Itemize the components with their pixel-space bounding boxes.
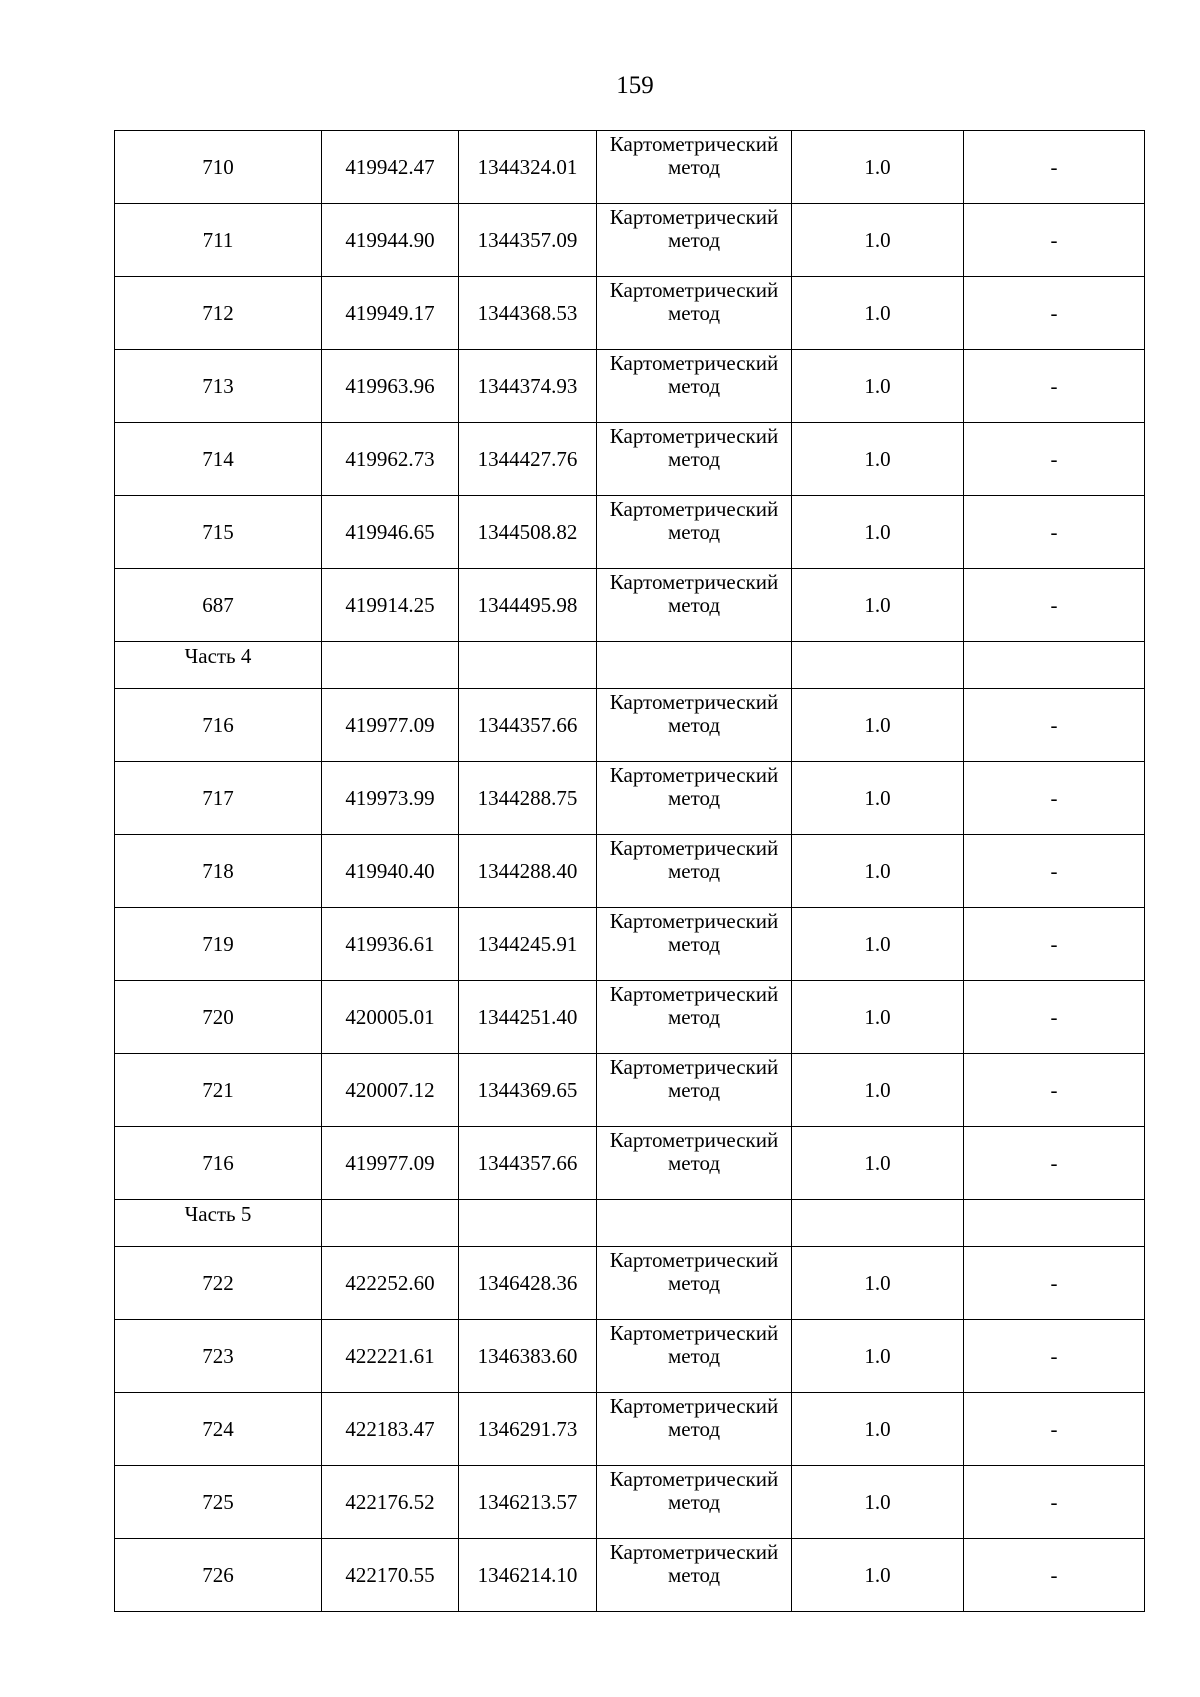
note-cell: -	[964, 277, 1145, 350]
note-cell: -	[964, 689, 1145, 762]
x-coordinate-cell: 422176.52	[322, 1466, 459, 1539]
note-cell: -	[964, 569, 1145, 642]
method-cell: Картометрический метод	[597, 423, 792, 496]
table-row	[115, 423, 1145, 496]
point-number-cell: 714	[115, 423, 322, 496]
x-coordinate-cell: 419963.96	[322, 350, 459, 423]
accuracy-cell: 1.0	[792, 1466, 964, 1539]
note-cell: -	[964, 423, 1145, 496]
method-cell: Картометрический метод	[597, 908, 792, 981]
x-coordinate-cell: 422183.47	[322, 1393, 459, 1466]
accuracy-cell: 1.0	[792, 981, 964, 1054]
y-coordinate-cell: 1344374.93	[459, 350, 597, 423]
x-coordinate-cell: 422252.60	[322, 1247, 459, 1320]
accuracy-cell: 1.0	[792, 1320, 964, 1393]
part-header-row	[115, 642, 1145, 689]
point-number-cell: 719	[115, 908, 322, 981]
point-number-cell: 715	[115, 496, 322, 569]
note-cell: -	[964, 131, 1145, 204]
method-cell: Картометрический метод	[597, 1393, 792, 1466]
point-number-cell: 720	[115, 981, 322, 1054]
note-cell: -	[964, 496, 1145, 569]
y-coordinate-cell: 1344427.76	[459, 423, 597, 496]
y-coordinate-cell: 1346428.36	[459, 1247, 597, 1320]
x-coordinate-cell: 419973.99	[322, 762, 459, 835]
note-cell: -	[964, 1320, 1145, 1393]
point-number-cell: 716	[115, 1127, 322, 1200]
point-number-cell: 722	[115, 1247, 322, 1320]
x-coordinate-cell: 419914.25	[322, 569, 459, 642]
accuracy-cell: 1.0	[792, 350, 964, 423]
y-coordinate-cell: 1344288.40	[459, 835, 597, 908]
page-number: 159	[616, 72, 654, 99]
point-number-cell: 717	[115, 762, 322, 835]
point-number-cell: 723	[115, 1320, 322, 1393]
x-coordinate-cell: 420007.12	[322, 1054, 459, 1127]
part-label: Часть 5	[115, 1200, 322, 1247]
note-cell: -	[964, 835, 1145, 908]
method-cell: Картометрический метод	[597, 1054, 792, 1127]
point-number-cell: 724	[115, 1393, 322, 1466]
part-header-row	[115, 1200, 1145, 1247]
empty-cell	[322, 1200, 459, 1247]
x-coordinate-cell: 419944.90	[322, 204, 459, 277]
y-coordinate-cell: 1346291.73	[459, 1393, 597, 1466]
y-coordinate-cell: 1344245.91	[459, 908, 597, 981]
method-cell: Картометрический метод	[597, 350, 792, 423]
x-coordinate-cell: 419936.61	[322, 908, 459, 981]
accuracy-cell: 1.0	[792, 569, 964, 642]
point-number-cell: 713	[115, 350, 322, 423]
x-coordinate-cell: 422170.55	[322, 1539, 459, 1612]
note-cell: -	[964, 1054, 1145, 1127]
accuracy-cell: 1.0	[792, 131, 964, 204]
y-coordinate-cell: 1344324.01	[459, 131, 597, 204]
method-cell: Картометрический метод	[597, 762, 792, 835]
point-number-cell: 712	[115, 277, 322, 350]
accuracy-cell: 1.0	[792, 1247, 964, 1320]
accuracy-cell: 1.0	[792, 1054, 964, 1127]
table-row	[115, 981, 1145, 1054]
empty-cell	[459, 642, 597, 689]
y-coordinate-cell: 1344508.82	[459, 496, 597, 569]
note-cell: -	[964, 1539, 1145, 1612]
note-cell: -	[964, 762, 1145, 835]
method-cell: Картометрический метод	[597, 496, 792, 569]
note-cell: -	[964, 908, 1145, 981]
table-row	[115, 689, 1145, 762]
y-coordinate-cell: 1346383.60	[459, 1320, 597, 1393]
point-number-cell: 718	[115, 835, 322, 908]
note-cell: -	[964, 1466, 1145, 1539]
x-coordinate-cell: 419977.09	[322, 1127, 459, 1200]
y-coordinate-cell: 1344357.66	[459, 1127, 597, 1200]
accuracy-cell: 1.0	[792, 689, 964, 762]
point-number-cell: 721	[115, 1054, 322, 1127]
table-row	[115, 762, 1145, 835]
x-coordinate-cell: 419977.09	[322, 689, 459, 762]
point-number-cell: 687	[115, 569, 322, 642]
method-cell: Картометрический метод	[597, 1320, 792, 1393]
note-cell: -	[964, 204, 1145, 277]
table-row	[115, 1393, 1145, 1466]
accuracy-cell: 1.0	[792, 762, 964, 835]
table-row	[115, 277, 1145, 350]
y-coordinate-cell: 1346214.10	[459, 1539, 597, 1612]
empty-cell	[322, 642, 459, 689]
point-number-cell: 725	[115, 1466, 322, 1539]
method-cell: Картометрический метод	[597, 835, 792, 908]
x-coordinate-cell: 420005.01	[322, 981, 459, 1054]
accuracy-cell: 1.0	[792, 1393, 964, 1466]
empty-cell	[964, 642, 1145, 689]
accuracy-cell: 1.0	[792, 1539, 964, 1612]
x-coordinate-cell: 419946.65	[322, 496, 459, 569]
method-cell: Картометрический метод	[597, 1127, 792, 1200]
table-row	[115, 350, 1145, 423]
accuracy-cell: 1.0	[792, 908, 964, 981]
empty-cell	[792, 642, 964, 689]
y-coordinate-cell: 1344495.98	[459, 569, 597, 642]
note-cell: -	[964, 981, 1145, 1054]
table-row	[115, 1054, 1145, 1127]
part-label: Часть 4	[115, 642, 322, 689]
note-cell: -	[964, 1127, 1145, 1200]
note-cell: -	[964, 1393, 1145, 1466]
accuracy-cell: 1.0	[792, 277, 964, 350]
table-row	[115, 204, 1145, 277]
point-number-cell: 710	[115, 131, 322, 204]
x-coordinate-cell: 419949.17	[322, 277, 459, 350]
accuracy-cell: 1.0	[792, 496, 964, 569]
empty-cell	[597, 642, 792, 689]
accuracy-cell: 1.0	[792, 204, 964, 277]
method-cell: Картометрический метод	[597, 131, 792, 204]
y-coordinate-cell: 1344369.65	[459, 1054, 597, 1127]
point-number-cell: 711	[115, 204, 322, 277]
accuracy-cell: 1.0	[792, 835, 964, 908]
method-cell: Картометрический метод	[597, 1466, 792, 1539]
note-cell: -	[964, 1247, 1145, 1320]
table-row	[115, 1247, 1145, 1320]
method-cell: Картометрический метод	[597, 204, 792, 277]
y-coordinate-cell: 1344357.09	[459, 204, 597, 277]
table-row	[115, 569, 1145, 642]
accuracy-cell: 1.0	[792, 1127, 964, 1200]
method-cell: Картометрический метод	[597, 981, 792, 1054]
note-cell: -	[964, 350, 1145, 423]
table-row	[115, 835, 1145, 908]
coordinates-table	[114, 130, 1145, 1612]
empty-cell	[459, 1200, 597, 1247]
x-coordinate-cell: 419940.40	[322, 835, 459, 908]
empty-cell	[964, 1200, 1145, 1247]
point-number-cell: 716	[115, 689, 322, 762]
table-body	[115, 131, 1145, 1612]
table-row	[115, 131, 1145, 204]
method-cell: Картометрический метод	[597, 689, 792, 762]
method-cell: Картометрический метод	[597, 277, 792, 350]
method-cell: Картометрический метод	[597, 1539, 792, 1612]
point-number-cell: 726	[115, 1539, 322, 1612]
y-coordinate-cell: 1344251.40	[459, 981, 597, 1054]
table-row	[115, 1539, 1145, 1612]
table-row	[115, 1127, 1145, 1200]
empty-cell	[597, 1200, 792, 1247]
empty-cell	[792, 1200, 964, 1247]
table-row	[115, 1320, 1145, 1393]
method-cell: Картометрический метод	[597, 1247, 792, 1320]
x-coordinate-cell: 422221.61	[322, 1320, 459, 1393]
method-cell: Картометрический метод	[597, 569, 792, 642]
y-coordinate-cell: 1344288.75	[459, 762, 597, 835]
table-row	[115, 908, 1145, 981]
table-row	[115, 496, 1145, 569]
x-coordinate-cell: 419962.73	[322, 423, 459, 496]
y-coordinate-cell: 1344368.53	[459, 277, 597, 350]
x-coordinate-cell: 419942.47	[322, 131, 459, 204]
table-row	[115, 1466, 1145, 1539]
y-coordinate-cell: 1344357.66	[459, 689, 597, 762]
y-coordinate-cell: 1346213.57	[459, 1466, 597, 1539]
accuracy-cell: 1.0	[792, 423, 964, 496]
